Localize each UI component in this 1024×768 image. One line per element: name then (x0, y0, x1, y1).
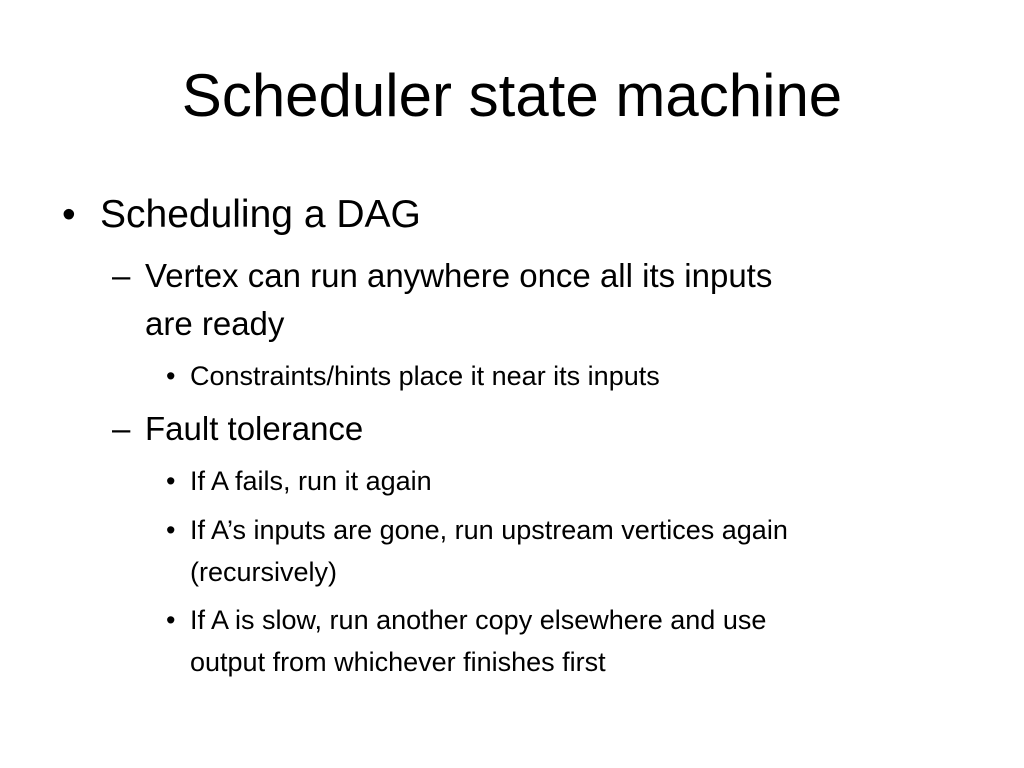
bullet-marker: • (166, 361, 176, 391)
item-inputs-gone-line2: (recursively) (190, 557, 338, 587)
item-if-a-slow-line1: If A is slow, run another copy elsewhere and use (190, 605, 767, 635)
bullet-marker: • (166, 466, 176, 496)
bullet-marker: • (166, 605, 176, 635)
sub-bullet-vertex-line1: Vertex can run anywhere once all its inputs (145, 257, 773, 294)
sub-bullet-fault-tolerance: Fault tolerance (145, 410, 364, 447)
item-inputs-gone-line1: If A’s inputs are gone, run upstream vertices again (190, 515, 788, 545)
sub-bullet-vertex-line2: are ready (145, 305, 285, 342)
bullet-marker: • (166, 515, 176, 545)
dash-marker: – (112, 410, 131, 447)
bullet-scheduling-a-dag: Scheduling a DAG (100, 193, 421, 236)
item-if-a-fails: If A fails, run it again (190, 466, 432, 496)
item-constraints-hints: Constraints/hints place it near its inputs (190, 361, 660, 391)
item-if-a-slow-line2: output from whichever finishes first (190, 647, 606, 677)
slide-title: Scheduler state machine (181, 62, 843, 129)
bullet-marker: • (62, 193, 76, 236)
dash-marker: – (112, 257, 131, 294)
